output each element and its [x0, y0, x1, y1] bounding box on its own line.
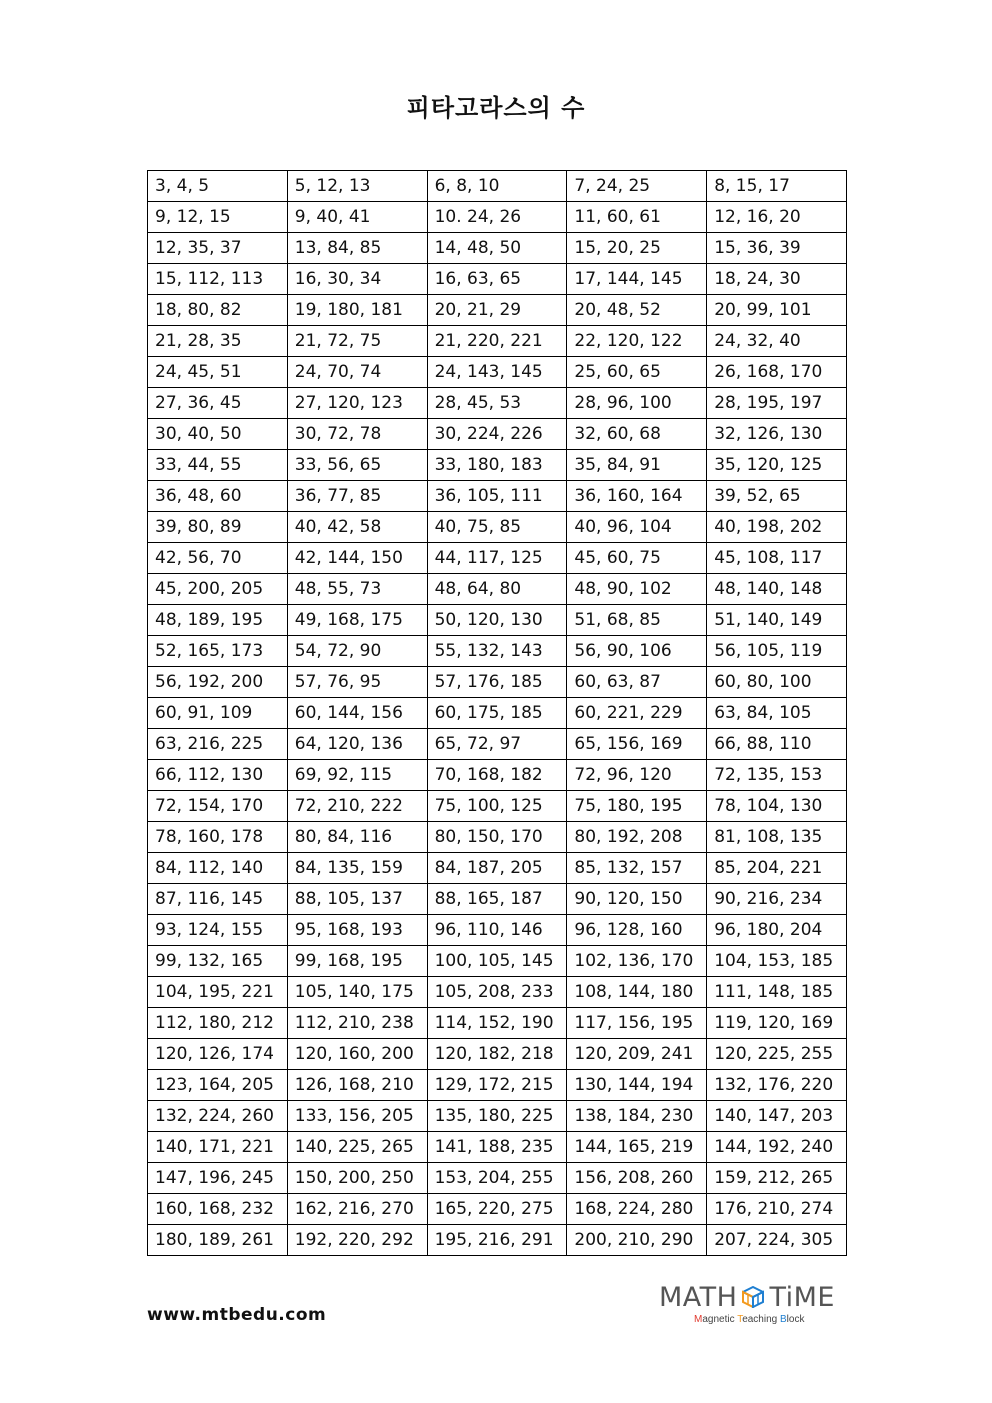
triple-cell: 90, 216, 234	[707, 884, 847, 915]
table-row	[148, 512, 847, 543]
triple-cell: 60, 175, 185	[427, 698, 567, 729]
table-row	[148, 977, 847, 1008]
triple-cell: 99, 168, 195	[287, 946, 427, 977]
triple-cell: 42, 144, 150	[287, 543, 427, 574]
triple-cell: 72, 210, 222	[287, 791, 427, 822]
triple-cell: 123, 164, 205	[148, 1070, 288, 1101]
triple-cell: 133, 156, 205	[287, 1101, 427, 1132]
triple-cell: 52, 165, 173	[148, 636, 288, 667]
logo-tagline	[694, 1314, 804, 1325]
triple-cell: 21, 72, 75	[287, 326, 427, 357]
triple-cell: 85, 132, 157	[567, 853, 707, 884]
table-row	[148, 202, 847, 233]
triple-cell: 5, 12, 13	[287, 171, 427, 202]
triple-cell: 33, 44, 55	[148, 450, 288, 481]
triple-cell: 138, 184, 230	[567, 1101, 707, 1132]
triple-cell: 54, 72, 90	[287, 636, 427, 667]
triple-cell: 207, 224, 305	[707, 1225, 847, 1256]
triple-cell: 48, 90, 102	[567, 574, 707, 605]
triple-cell: 24, 32, 40	[707, 326, 847, 357]
triple-cell: 88, 165, 187	[427, 884, 567, 915]
logo-right-word: TiME	[769, 1282, 835, 1313]
triple-cell: 24, 45, 51	[148, 357, 288, 388]
table-row	[148, 1008, 847, 1039]
triple-cell: 51, 68, 85	[567, 605, 707, 636]
triple-cell: 84, 112, 140	[148, 853, 288, 884]
triple-cell: 100, 105, 145	[427, 946, 567, 977]
triple-cell: 162, 216, 270	[287, 1194, 427, 1225]
triple-cell: 112, 180, 212	[148, 1008, 288, 1039]
triple-cell: 168, 224, 280	[567, 1194, 707, 1225]
table-row	[148, 791, 847, 822]
tagline-rest: agnetic	[702, 1314, 738, 1325]
triple-cell: 141, 188, 235	[427, 1132, 567, 1163]
table-row	[148, 1194, 847, 1225]
triple-cell: 88, 105, 137	[287, 884, 427, 915]
triple-cell: 104, 195, 221	[148, 977, 288, 1008]
table-row	[148, 388, 847, 419]
tagline-rest: eaching	[742, 1314, 780, 1325]
triple-cell: 120, 126, 174	[148, 1039, 288, 1070]
triple-cell: 147, 196, 245	[148, 1163, 288, 1194]
triple-cell: 96, 110, 146	[427, 915, 567, 946]
triple-cell: 135, 180, 225	[427, 1101, 567, 1132]
triple-cell: 192, 220, 292	[287, 1225, 427, 1256]
triple-cell: 25, 60, 65	[567, 357, 707, 388]
triple-cell: 66, 88, 110	[707, 729, 847, 760]
triple-cell: 35, 84, 91	[567, 450, 707, 481]
triple-cell: 111, 148, 185	[707, 977, 847, 1008]
triple-cell: 26, 168, 170	[707, 357, 847, 388]
triple-cell: 48, 140, 148	[707, 574, 847, 605]
triple-cell: 56, 105, 119	[707, 636, 847, 667]
triple-cell: 15, 112, 113	[148, 264, 288, 295]
triple-cell: 15, 36, 39	[707, 233, 847, 264]
triple-cell: 165, 220, 275	[427, 1194, 567, 1225]
triple-cell: 120, 182, 218	[427, 1039, 567, 1070]
triple-cell: 16, 63, 65	[427, 264, 567, 295]
tagline-initial: T	[737, 1314, 743, 1325]
triple-cell: 180, 189, 261	[148, 1225, 288, 1256]
triple-cell: 30, 72, 78	[287, 419, 427, 450]
triple-cell: 80, 192, 208	[567, 822, 707, 853]
triple-cell: 18, 80, 82	[148, 295, 288, 326]
triple-cell: 6, 8, 10	[427, 171, 567, 202]
triple-cell: 32, 60, 68	[567, 419, 707, 450]
triple-cell: 96, 128, 160	[567, 915, 707, 946]
triple-cell: 30, 224, 226	[427, 419, 567, 450]
triple-cell: 39, 52, 65	[707, 481, 847, 512]
triple-cell: 27, 120, 123	[287, 388, 427, 419]
triple-cell: 120, 160, 200	[287, 1039, 427, 1070]
logo-wordmark	[659, 1282, 835, 1313]
triple-cell: 87, 116, 145	[148, 884, 288, 915]
triple-cell: 57, 76, 95	[287, 667, 427, 698]
triple-cell: 36, 48, 60	[148, 481, 288, 512]
website-url: www.mtbedu.com	[147, 1305, 327, 1325]
table-row	[148, 760, 847, 791]
triple-cell: 30, 40, 50	[148, 419, 288, 450]
triple-cell: 36, 77, 85	[287, 481, 427, 512]
triple-cell: 108, 144, 180	[567, 977, 707, 1008]
triple-cell: 200, 210, 290	[567, 1225, 707, 1256]
triple-cell: 144, 192, 240	[707, 1132, 847, 1163]
triple-cell: 20, 99, 101	[707, 295, 847, 326]
table-row	[148, 481, 847, 512]
triple-cell: 15, 20, 25	[567, 233, 707, 264]
table-row	[148, 543, 847, 574]
triple-cell: 63, 84, 105	[707, 698, 847, 729]
triple-cell: 99, 132, 165	[148, 946, 288, 977]
triple-cell: 33, 56, 65	[287, 450, 427, 481]
table-row	[148, 915, 847, 946]
triple-cell: 84, 187, 205	[427, 853, 567, 884]
triple-cell: 144, 165, 219	[567, 1132, 707, 1163]
triple-cell: 45, 200, 205	[148, 574, 288, 605]
triple-cell: 24, 143, 145	[427, 357, 567, 388]
page-title: 피타고라스의 수	[406, 94, 586, 122]
table-row	[148, 357, 847, 388]
triple-cell: 70, 168, 182	[427, 760, 567, 791]
triple-cell: 56, 90, 106	[567, 636, 707, 667]
triple-cell: 66, 112, 130	[148, 760, 288, 791]
table-body	[148, 171, 847, 1256]
triple-cell: 40, 198, 202	[707, 512, 847, 543]
triple-cell: 84, 135, 159	[287, 853, 427, 884]
triple-cell: 140, 225, 265	[287, 1132, 427, 1163]
triple-cell: 132, 176, 220	[707, 1070, 847, 1101]
table-row	[148, 1039, 847, 1070]
table-row	[148, 729, 847, 760]
triple-cell: 78, 160, 178	[148, 822, 288, 853]
triple-cell: 72, 154, 170	[148, 791, 288, 822]
triple-cell: 45, 108, 117	[707, 543, 847, 574]
triple-cell: 19, 180, 181	[287, 295, 427, 326]
triple-cell: 42, 56, 70	[148, 543, 288, 574]
triple-cell: 36, 160, 164	[567, 481, 707, 512]
table-row	[148, 574, 847, 605]
triple-cell: 72, 135, 153	[707, 760, 847, 791]
triple-cell: 27, 36, 45	[148, 388, 288, 419]
triple-cell: 120, 225, 255	[707, 1039, 847, 1070]
pythagorean-triples-table	[147, 170, 847, 1256]
triple-cell: 45, 60, 75	[567, 543, 707, 574]
triple-cell: 120, 209, 241	[567, 1039, 707, 1070]
triple-cell: 65, 72, 97	[427, 729, 567, 760]
triple-cell: 36, 105, 111	[427, 481, 567, 512]
triple-cell: 11, 60, 61	[567, 202, 707, 233]
triple-cell: 95, 168, 193	[287, 915, 427, 946]
triple-cell: 22, 120, 122	[567, 326, 707, 357]
triple-cell: 140, 171, 221	[148, 1132, 288, 1163]
triple-cell: 119, 120, 169	[707, 1008, 847, 1039]
triple-cell: 50, 120, 130	[427, 605, 567, 636]
triple-cell: 21, 220, 221	[427, 326, 567, 357]
triple-cell: 57, 176, 185	[427, 667, 567, 698]
triple-cell: 35, 120, 125	[707, 450, 847, 481]
triple-cell: 16, 30, 34	[287, 264, 427, 295]
triple-cell: 129, 172, 215	[427, 1070, 567, 1101]
table-row	[148, 450, 847, 481]
table-row	[148, 1101, 847, 1132]
triple-cell: 20, 21, 29	[427, 295, 567, 326]
table-row	[148, 698, 847, 729]
triple-cell: 96, 180, 204	[707, 915, 847, 946]
triple-cell: 63, 216, 225	[148, 729, 288, 760]
table-row	[148, 171, 847, 202]
triple-cell: 33, 180, 183	[427, 450, 567, 481]
triple-cell: 44, 117, 125	[427, 543, 567, 574]
triple-cell: 105, 140, 175	[287, 977, 427, 1008]
triple-cell: 49, 168, 175	[287, 605, 427, 636]
triple-cell: 80, 84, 116	[287, 822, 427, 853]
triple-cell: 85, 204, 221	[707, 853, 847, 884]
triple-cell: 64, 120, 136	[287, 729, 427, 760]
logo-left-word: MATH	[659, 1282, 738, 1313]
triple-cell: 114, 152, 190	[427, 1008, 567, 1039]
table-row	[148, 233, 847, 264]
triple-cell: 112, 210, 238	[287, 1008, 427, 1039]
triple-cell: 75, 100, 125	[427, 791, 567, 822]
table-row	[148, 326, 847, 357]
table-row	[148, 667, 847, 698]
triple-cell: 3, 4, 5	[148, 171, 288, 202]
table-row	[148, 1070, 847, 1101]
triple-cell: 69, 92, 115	[287, 760, 427, 791]
triple-cell: 60, 80, 100	[707, 667, 847, 698]
table-row	[148, 1132, 847, 1163]
triple-cell: 7, 24, 25	[567, 171, 707, 202]
triple-cell: 21, 28, 35	[148, 326, 288, 357]
triple-cell: 12, 35, 37	[148, 233, 288, 264]
triple-cell: 75, 180, 195	[567, 791, 707, 822]
triple-cell: 48, 64, 80	[427, 574, 567, 605]
triple-cell: 195, 216, 291	[427, 1225, 567, 1256]
triple-cell: 14, 48, 50	[427, 233, 567, 264]
triple-cell: 90, 120, 150	[567, 884, 707, 915]
triple-cell: 48, 189, 195	[148, 605, 288, 636]
triple-cell: 20, 48, 52	[567, 295, 707, 326]
triple-cell: 156, 208, 260	[567, 1163, 707, 1194]
triple-cell: 117, 156, 195	[567, 1008, 707, 1039]
triple-cell: 17, 144, 145	[567, 264, 707, 295]
triple-cell: 40, 96, 104	[567, 512, 707, 543]
triple-cell: 40, 42, 58	[287, 512, 427, 543]
triple-cell: 9, 12, 15	[148, 202, 288, 233]
table-row	[148, 946, 847, 977]
math-time-logo	[659, 1282, 859, 1330]
table-row	[148, 264, 847, 295]
table-row	[148, 853, 847, 884]
triple-cell: 176, 210, 274	[707, 1194, 847, 1225]
triple-cell: 130, 144, 194	[567, 1070, 707, 1101]
tagline-initial: M	[694, 1314, 703, 1325]
triple-cell: 60, 91, 109	[148, 698, 288, 729]
triple-cell: 18, 24, 30	[707, 264, 847, 295]
table-row	[148, 419, 847, 450]
triple-cell: 80, 150, 170	[427, 822, 567, 853]
triple-cell: 48, 55, 73	[287, 574, 427, 605]
triple-cell: 105, 208, 233	[427, 977, 567, 1008]
table-row	[148, 884, 847, 915]
table-row	[148, 605, 847, 636]
triple-cell: 24, 70, 74	[287, 357, 427, 388]
triple-cell: 8, 15, 17	[707, 171, 847, 202]
triple-cell: 60, 144, 156	[287, 698, 427, 729]
triple-cell: 10. 24, 26	[427, 202, 567, 233]
triple-cell: 60, 221, 229	[567, 698, 707, 729]
triple-cell: 93, 124, 155	[148, 915, 288, 946]
triple-cell: 55, 132, 143	[427, 636, 567, 667]
triple-cell: 150, 200, 250	[287, 1163, 427, 1194]
triple-cell: 28, 45, 53	[427, 388, 567, 419]
table-row	[148, 636, 847, 667]
table-row	[148, 1225, 847, 1256]
triple-cell: 126, 168, 210	[287, 1070, 427, 1101]
triple-cell: 9, 40, 41	[287, 202, 427, 233]
triple-cell: 51, 140, 149	[707, 605, 847, 636]
triple-cell: 60, 63, 87	[567, 667, 707, 698]
triple-cell: 12, 16, 20	[707, 202, 847, 233]
triple-cell: 40, 75, 85	[427, 512, 567, 543]
table-row	[148, 822, 847, 853]
triple-cell: 153, 204, 255	[427, 1163, 567, 1194]
triple-cell: 56, 192, 200	[148, 667, 288, 698]
table-row	[148, 1163, 847, 1194]
triple-cell: 28, 96, 100	[567, 388, 707, 419]
triple-cell: 160, 168, 232	[148, 1194, 288, 1225]
triple-cell: 72, 96, 120	[567, 760, 707, 791]
tagline-initial: B	[780, 1314, 787, 1325]
triple-cell: 159, 212, 265	[707, 1163, 847, 1194]
triple-cell: 65, 156, 169	[567, 729, 707, 760]
cube-icon	[742, 1286, 764, 1308]
triple-cell: 32, 126, 130	[707, 419, 847, 450]
triple-cell: 104, 153, 185	[707, 946, 847, 977]
triple-cell: 28, 195, 197	[707, 388, 847, 419]
triple-cell: 140, 147, 203	[707, 1101, 847, 1132]
triple-cell: 13, 84, 85	[287, 233, 427, 264]
tagline-rest: lock	[786, 1314, 805, 1325]
triple-cell: 132, 224, 260	[148, 1101, 288, 1132]
triple-cell: 102, 136, 170	[567, 946, 707, 977]
triple-cell: 78, 104, 130	[707, 791, 847, 822]
table-row	[148, 295, 847, 326]
triple-cell: 81, 108, 135	[707, 822, 847, 853]
triple-cell: 39, 80, 89	[148, 512, 288, 543]
